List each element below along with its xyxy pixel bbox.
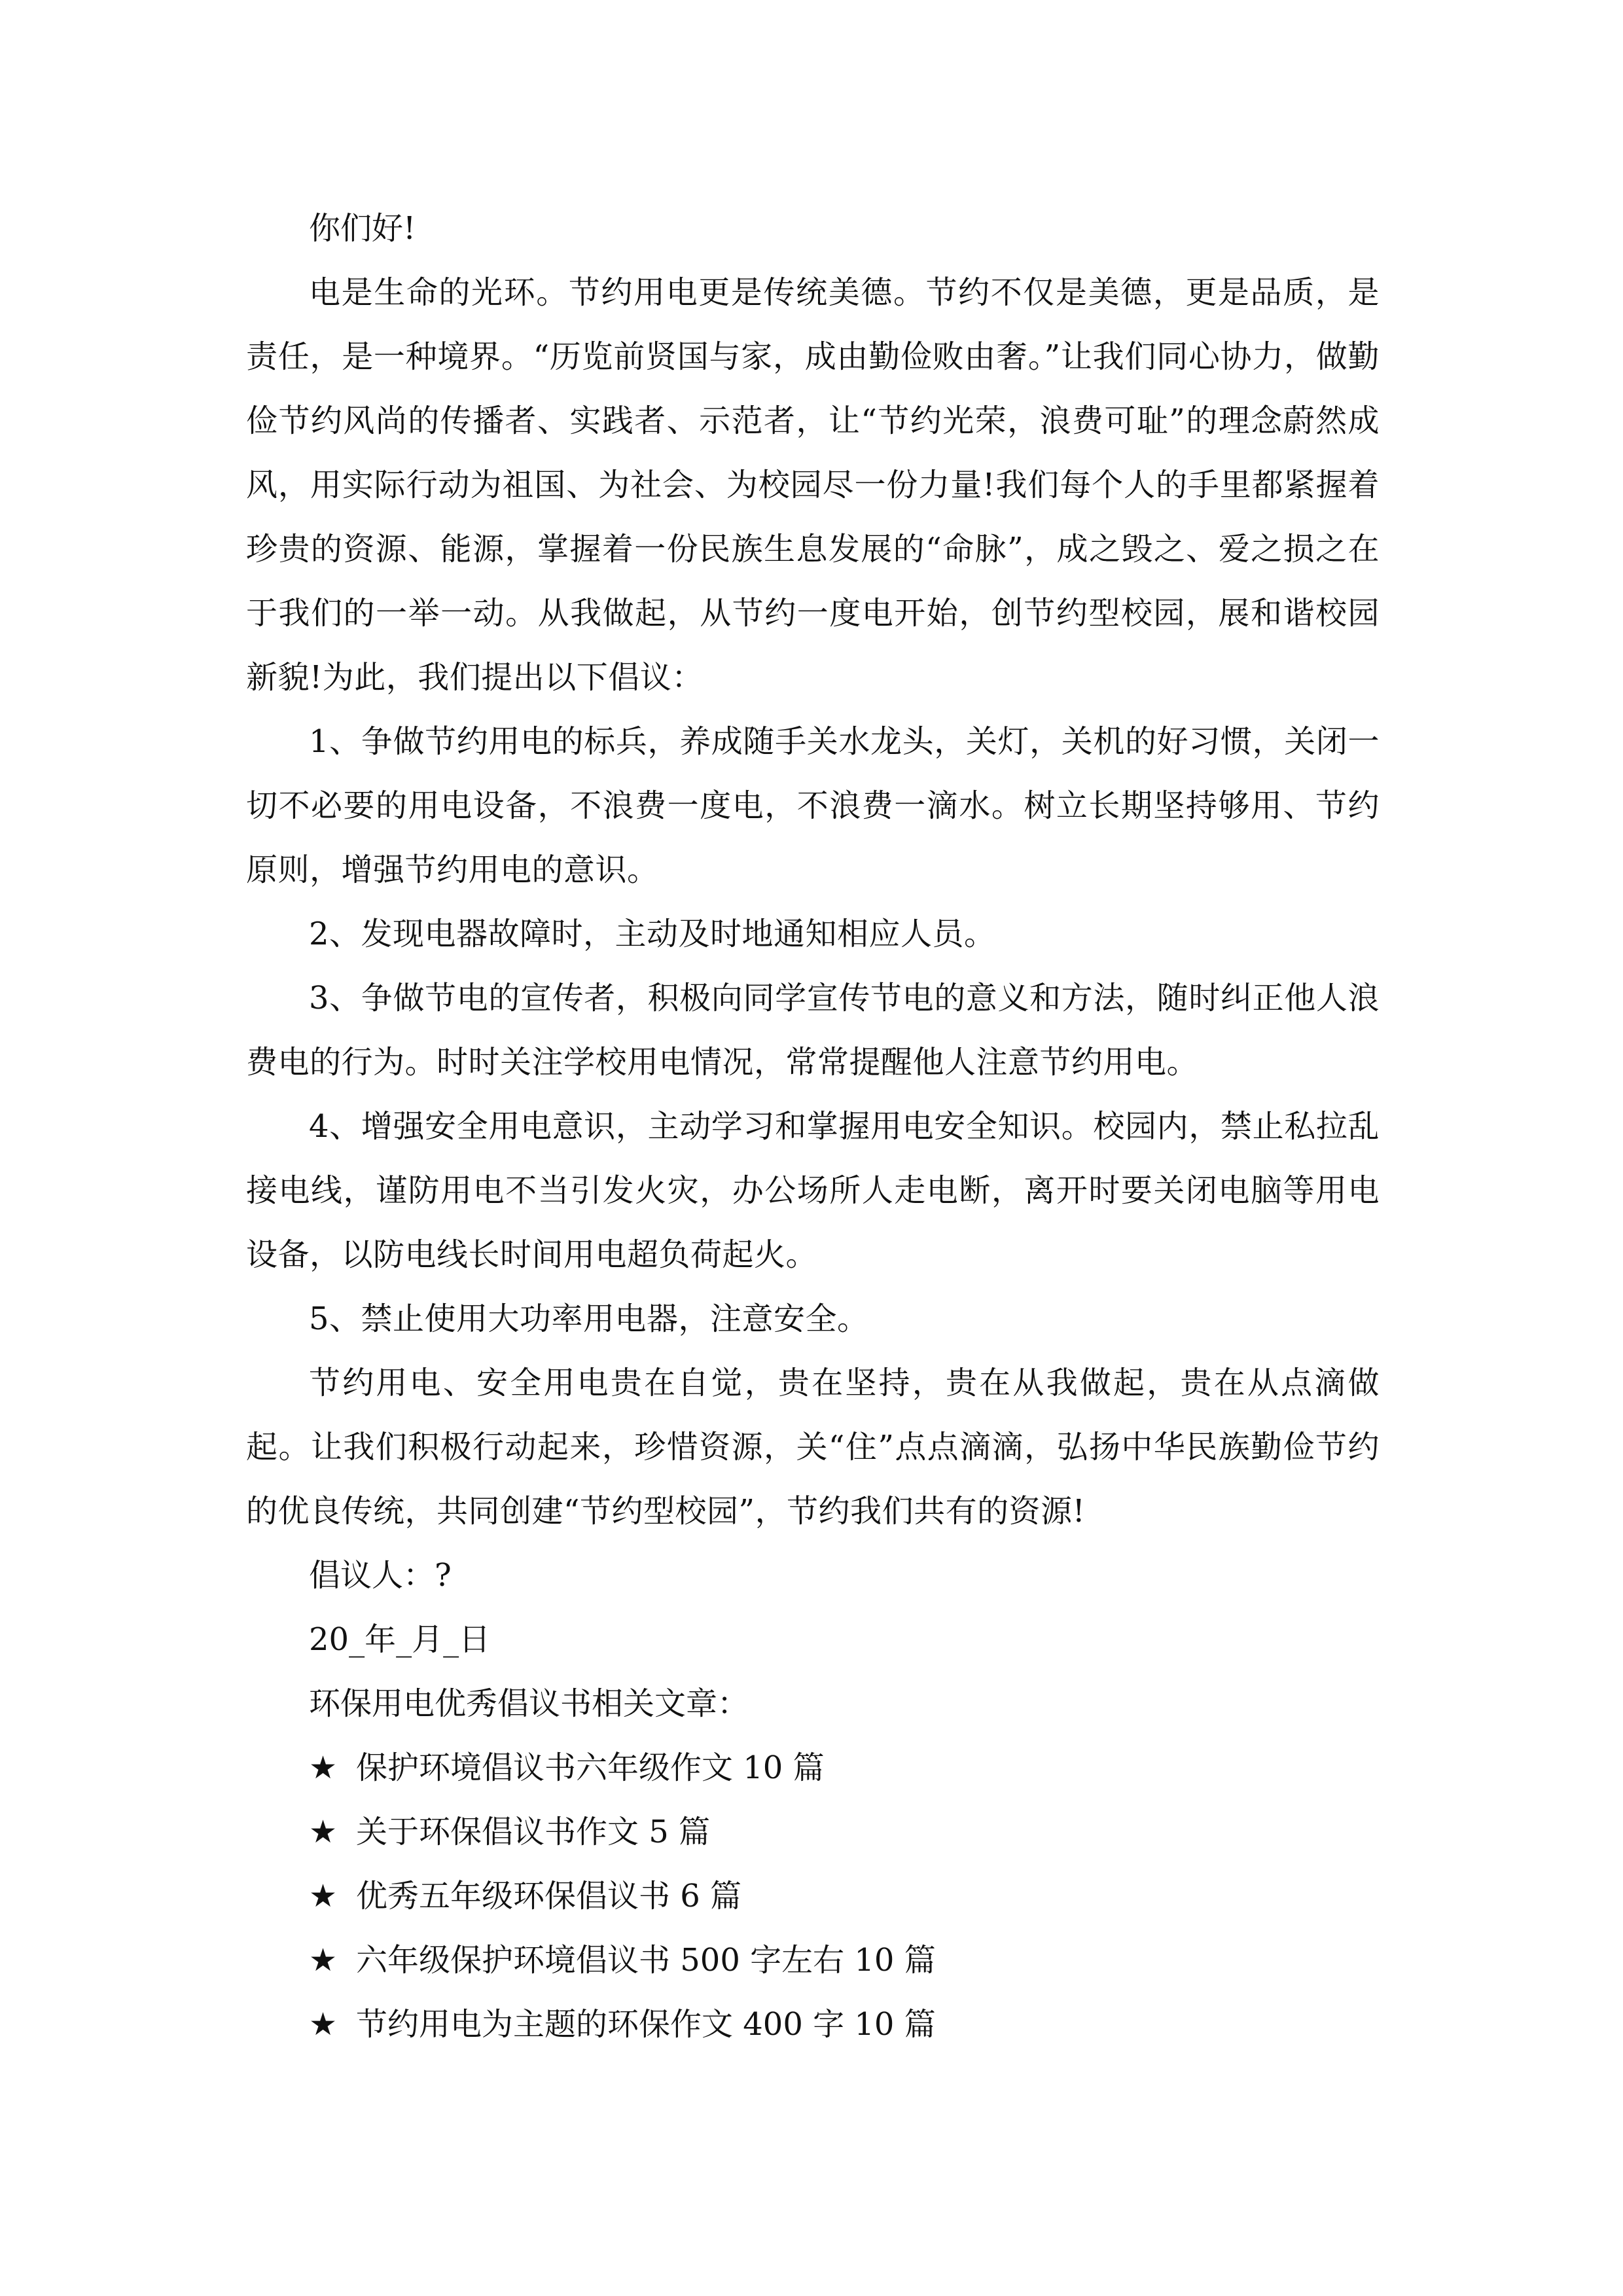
date: 20_年_月_日 — [309, 1621, 491, 1658]
star-icon: ★ — [309, 1749, 338, 1786]
related-article-item[interactable] — [246, 1736, 1380, 1800]
paragraph-proposal-4: 4、增强安全用电意识，主动学习和掌握用电安全知识。校园内，禁止私拉乱接电线，谨防用电不当引发火灾，办公场所人走电断，离开时要关闭电脑等用电设备，以防电线长时间用电超负荷起火。 — [246, 1108, 1380, 1273]
star-icon: ★ — [309, 1814, 338, 1850]
star-icon: ★ — [309, 1878, 338, 1914]
related-article-item[interactable] — [246, 1992, 1380, 2056]
star-icon: ★ — [309, 2006, 338, 2043]
related-heading: 环保用电优秀倡议书相关文章： — [309, 1685, 749, 1722]
paragraph-proposal-2: 2、发现电器故障时，主动及时地通知相应人员。 — [309, 916, 996, 952]
related-articles-list — [246, 1736, 1380, 2056]
star-icon: ★ — [309, 1942, 338, 1979]
related-article-title[interactable]: 节约用电为主题的环保作文 400 字 10 篇 — [356, 2006, 936, 2043]
paragraph-proposal-5: 5、禁止使用大功率用电器，注意安全。 — [309, 1300, 869, 1337]
paragraph-intro: 电是生命的光环。节约用电更是传统美德。节约不仅是美德，更是品质，是责任，是一种境界。“历览前贤国与家，成由勤俭败由奢。”让我们同心协力，做勤俭节约风尚的传播者、实践者、示范者，让“节约光荣，浪费可耻”的理念蔚然成风，用实际行动为祖国、为社会、为校园尽一份力量!我们每个人的手里都紧握着珍贵的资源、能源，掌握着一份民族生息发展的“命脉”，成之毁之、爱之损之在于我们的一举一动。从我做起，从节约一度电开始，创节约型校园，展和谐校园新貌!为此，我们提出以下倡议： — [246, 274, 1380, 696]
related-article-title[interactable]: 保护环境倡议书六年级作文 10 篇 — [356, 1749, 825, 1786]
related-article-item[interactable] — [246, 1800, 1380, 1864]
related-article-item[interactable] — [246, 1864, 1380, 1928]
related-article-item[interactable] — [246, 1928, 1380, 1992]
signature: 倡议人：? — [309, 1557, 452, 1594]
paragraph-proposal-1: 1、争做节约用电的标兵，养成随手关水龙头，关灯，关机的好习惯，关闭一切不必要的用电设备，不浪费一度电，不浪费一滴水。树立长期坚持够用、节约原则，增强节约用电的意识。 — [246, 723, 1380, 888]
related-article-title[interactable]: 关于环保倡议书作文 5 篇 — [356, 1814, 711, 1850]
paragraph-closing: 节约用电、安全用电贵在自觉，贵在坚持，贵在从我做起，贵在从点滴做起。让我们积极行动起来，珍惜资源，关“住”点点滴滴，弘扬中华民族勤俭节约的优良传统，共同创建“节约型校园”，节约我们共有的资源! — [246, 1365, 1380, 1530]
related-article-title[interactable]: 六年级保护环境倡议书 500 字左右 10 篇 — [356, 1942, 936, 1979]
greeting: 你们好! — [309, 210, 416, 247]
document-body — [246, 196, 1380, 2056]
paragraph-proposal-3: 3、争做节电的宣传者，积极向同学宣传节电的意义和方法，随时纠正他人浪费电的行为。时时关注学校用电情况，常常提醒他人注意节约用电。 — [246, 980, 1380, 1081]
related-article-title[interactable]: 优秀五年级环保倡议书 6 篇 — [356, 1878, 742, 1914]
